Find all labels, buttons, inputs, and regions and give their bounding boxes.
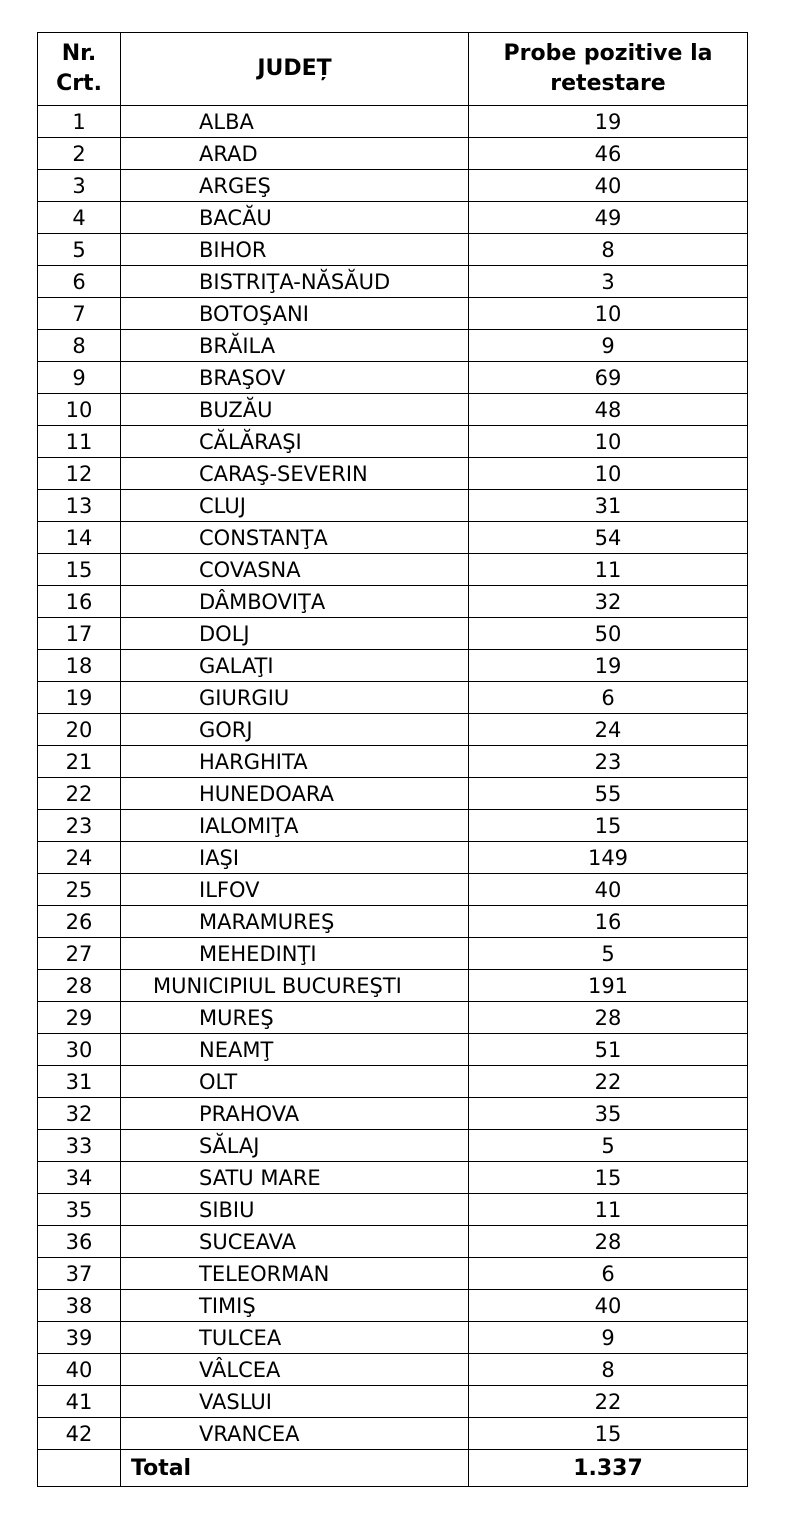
row-judet: CLUJ	[121, 490, 469, 522]
row-judet: VASLUI	[121, 1386, 469, 1418]
table-row	[38, 1098, 748, 1130]
row-nr: 40	[38, 1354, 121, 1386]
row-nr: 42	[38, 1418, 121, 1450]
row-value: 15	[469, 810, 748, 842]
row-value: 6	[469, 682, 748, 714]
table-row	[38, 458, 748, 490]
row-value: 51	[469, 1034, 748, 1066]
row-judet: SIBIU	[121, 1194, 469, 1226]
table-row	[38, 1354, 748, 1386]
table-row	[38, 1322, 748, 1354]
row-value: 22	[469, 1386, 748, 1418]
table-row	[38, 234, 748, 266]
table-row	[38, 330, 748, 362]
table-header	[38, 33, 748, 106]
row-nr: 4	[38, 202, 121, 234]
row-nr: 9	[38, 362, 121, 394]
row-judet: MARAMUREŞ	[121, 906, 469, 938]
table-row	[38, 778, 748, 810]
row-judet: SATU MARE	[121, 1162, 469, 1194]
header-value: Probe pozitive la retestare	[469, 33, 748, 106]
row-value: 5	[469, 1130, 748, 1162]
row-judet: BOTOŞANI	[121, 298, 469, 330]
row-nr: 19	[38, 682, 121, 714]
table-row	[38, 938, 748, 970]
table-row	[38, 1162, 748, 1194]
row-value: 11	[469, 1194, 748, 1226]
table-row	[38, 298, 748, 330]
row-value: 49	[469, 202, 748, 234]
table-row	[38, 490, 748, 522]
row-judet: PRAHOVA	[121, 1098, 469, 1130]
header-nr: Nr. Crt.	[38, 33, 121, 106]
table-row	[38, 1066, 748, 1098]
table-row	[38, 810, 748, 842]
row-nr: 38	[38, 1290, 121, 1322]
row-value: 40	[469, 1290, 748, 1322]
row-judet: VRANCEA	[121, 1418, 469, 1450]
row-nr: 11	[38, 426, 121, 458]
table-row	[38, 1418, 748, 1450]
row-nr: 23	[38, 810, 121, 842]
row-value: 40	[469, 170, 748, 202]
row-value: 55	[469, 778, 748, 810]
row-nr: 3	[38, 170, 121, 202]
table-row	[38, 1226, 748, 1258]
row-nr: 36	[38, 1226, 121, 1258]
row-value: 32	[469, 586, 748, 618]
row-value: 15	[469, 1162, 748, 1194]
row-judet: CARAŞ-SEVERIN	[121, 458, 469, 490]
row-value: 6	[469, 1258, 748, 1290]
row-nr: 1	[38, 106, 121, 138]
table-row	[38, 554, 748, 586]
row-judet: ARAD	[121, 138, 469, 170]
table-row	[38, 842, 748, 874]
table-row	[38, 266, 748, 298]
table-row	[38, 970, 748, 1002]
row-nr: 20	[38, 714, 121, 746]
row-judet: DOLJ	[121, 618, 469, 650]
table-row	[38, 138, 748, 170]
table-row	[38, 682, 748, 714]
row-value: 15	[469, 1418, 748, 1450]
total-row	[38, 1450, 748, 1487]
table-row	[38, 874, 748, 906]
row-value: 22	[469, 1066, 748, 1098]
row-nr: 29	[38, 1002, 121, 1034]
row-nr: 17	[38, 618, 121, 650]
row-judet: SUCEAVA	[121, 1226, 469, 1258]
row-nr: 8	[38, 330, 121, 362]
row-nr: 15	[38, 554, 121, 586]
row-value: 8	[469, 234, 748, 266]
row-nr: 31	[38, 1066, 121, 1098]
table-row	[38, 746, 748, 778]
table-row	[38, 1290, 748, 1322]
row-judet: CONSTANŢA	[121, 522, 469, 554]
row-judet: IAŞI	[121, 842, 469, 874]
row-nr: 33	[38, 1130, 121, 1162]
table-row	[38, 202, 748, 234]
row-judet: ALBA	[121, 106, 469, 138]
row-judet: BISTRIŢA-NĂSĂUD	[121, 266, 469, 298]
table-row	[38, 1002, 748, 1034]
table-row	[38, 522, 748, 554]
row-judet: MUREŞ	[121, 1002, 469, 1034]
row-judet: GORJ	[121, 714, 469, 746]
row-nr: 18	[38, 650, 121, 682]
row-nr: 30	[38, 1034, 121, 1066]
row-judet: DÂMBOVIŢA	[121, 586, 469, 618]
row-value: 69	[469, 362, 748, 394]
row-judet: BUZĂU	[121, 394, 469, 426]
row-judet: TIMIŞ	[121, 1290, 469, 1322]
row-judet: HARGHITA	[121, 746, 469, 778]
row-judet: OLT	[121, 1066, 469, 1098]
row-value: 19	[469, 650, 748, 682]
row-value: 19	[469, 106, 748, 138]
table-row	[38, 426, 748, 458]
total-nr-cell	[38, 1450, 121, 1487]
table-row	[38, 170, 748, 202]
row-value: 46	[469, 138, 748, 170]
row-nr: 37	[38, 1258, 121, 1290]
county-table	[37, 32, 748, 1487]
row-nr: 6	[38, 266, 121, 298]
header-judet: JUDEȚ	[121, 33, 469, 106]
row-judet: ARGEŞ	[121, 170, 469, 202]
table-row	[38, 586, 748, 618]
total-label: Total	[121, 1450, 469, 1487]
table-row	[38, 1130, 748, 1162]
row-judet: SĂLAJ	[121, 1130, 469, 1162]
row-nr: 41	[38, 1386, 121, 1418]
row-value: 31	[469, 490, 748, 522]
row-judet: VÂLCEA	[121, 1354, 469, 1386]
row-value: 10	[469, 458, 748, 490]
row-value: 191	[469, 970, 748, 1002]
row-nr: 39	[38, 1322, 121, 1354]
header-row	[38, 33, 748, 106]
row-nr: 14	[38, 522, 121, 554]
row-nr: 25	[38, 874, 121, 906]
row-judet: IALOMIŢA	[121, 810, 469, 842]
table-row	[38, 1194, 748, 1226]
row-value: 10	[469, 298, 748, 330]
row-judet: BACĂU	[121, 202, 469, 234]
row-value: 11	[469, 554, 748, 586]
table-row	[38, 650, 748, 682]
row-value: 5	[469, 938, 748, 970]
table-row	[38, 1258, 748, 1290]
row-judet: CĂLĂRAŞI	[121, 426, 469, 458]
row-nr: 35	[38, 1194, 121, 1226]
row-value: 8	[469, 1354, 748, 1386]
table-row	[38, 1034, 748, 1066]
row-nr: 5	[38, 234, 121, 266]
row-nr: 12	[38, 458, 121, 490]
table-row	[38, 394, 748, 426]
row-value: 10	[469, 426, 748, 458]
row-value: 28	[469, 1226, 748, 1258]
row-value: 35	[469, 1098, 748, 1130]
row-judet: BIHOR	[121, 234, 469, 266]
row-value: 9	[469, 330, 748, 362]
row-value: 23	[469, 746, 748, 778]
table-row	[38, 362, 748, 394]
row-nr: 27	[38, 938, 121, 970]
row-nr: 34	[38, 1162, 121, 1194]
table-row	[38, 618, 748, 650]
row-value: 24	[469, 714, 748, 746]
row-value: 50	[469, 618, 748, 650]
row-judet: HUNEDOARA	[121, 778, 469, 810]
row-nr: 28	[38, 970, 121, 1002]
table-row	[38, 1386, 748, 1418]
row-judet: BRAŞOV	[121, 362, 469, 394]
row-nr: 26	[38, 906, 121, 938]
total-value: 1.337	[469, 1450, 748, 1487]
row-value: 54	[469, 522, 748, 554]
row-nr: 22	[38, 778, 121, 810]
row-value: 28	[469, 1002, 748, 1034]
row-value: 16	[469, 906, 748, 938]
row-nr: 24	[38, 842, 121, 874]
row-judet: NEAMŢ	[121, 1034, 469, 1066]
row-judet: COVASNA	[121, 554, 469, 586]
row-judet: MUNICIPIUL BUCUREŞTI	[121, 970, 469, 1002]
row-judet: TELEORMAN	[121, 1258, 469, 1290]
row-value: 149	[469, 842, 748, 874]
row-value: 48	[469, 394, 748, 426]
table-row	[38, 906, 748, 938]
table-row	[38, 714, 748, 746]
row-nr: 16	[38, 586, 121, 618]
row-value: 9	[469, 1322, 748, 1354]
row-nr: 13	[38, 490, 121, 522]
row-nr: 10	[38, 394, 121, 426]
row-value: 40	[469, 874, 748, 906]
row-value: 3	[469, 266, 748, 298]
row-nr: 2	[38, 138, 121, 170]
table-row	[38, 106, 748, 138]
table-footer	[38, 1450, 748, 1487]
table-body	[38, 106, 748, 1450]
row-nr: 21	[38, 746, 121, 778]
row-judet: ILFOV	[121, 874, 469, 906]
row-judet: GALAŢI	[121, 650, 469, 682]
row-nr: 7	[38, 298, 121, 330]
row-judet: TULCEA	[121, 1322, 469, 1354]
row-judet: GIURGIU	[121, 682, 469, 714]
row-judet: MEHEDINŢI	[121, 938, 469, 970]
row-judet: BRĂILA	[121, 330, 469, 362]
row-nr: 32	[38, 1098, 121, 1130]
